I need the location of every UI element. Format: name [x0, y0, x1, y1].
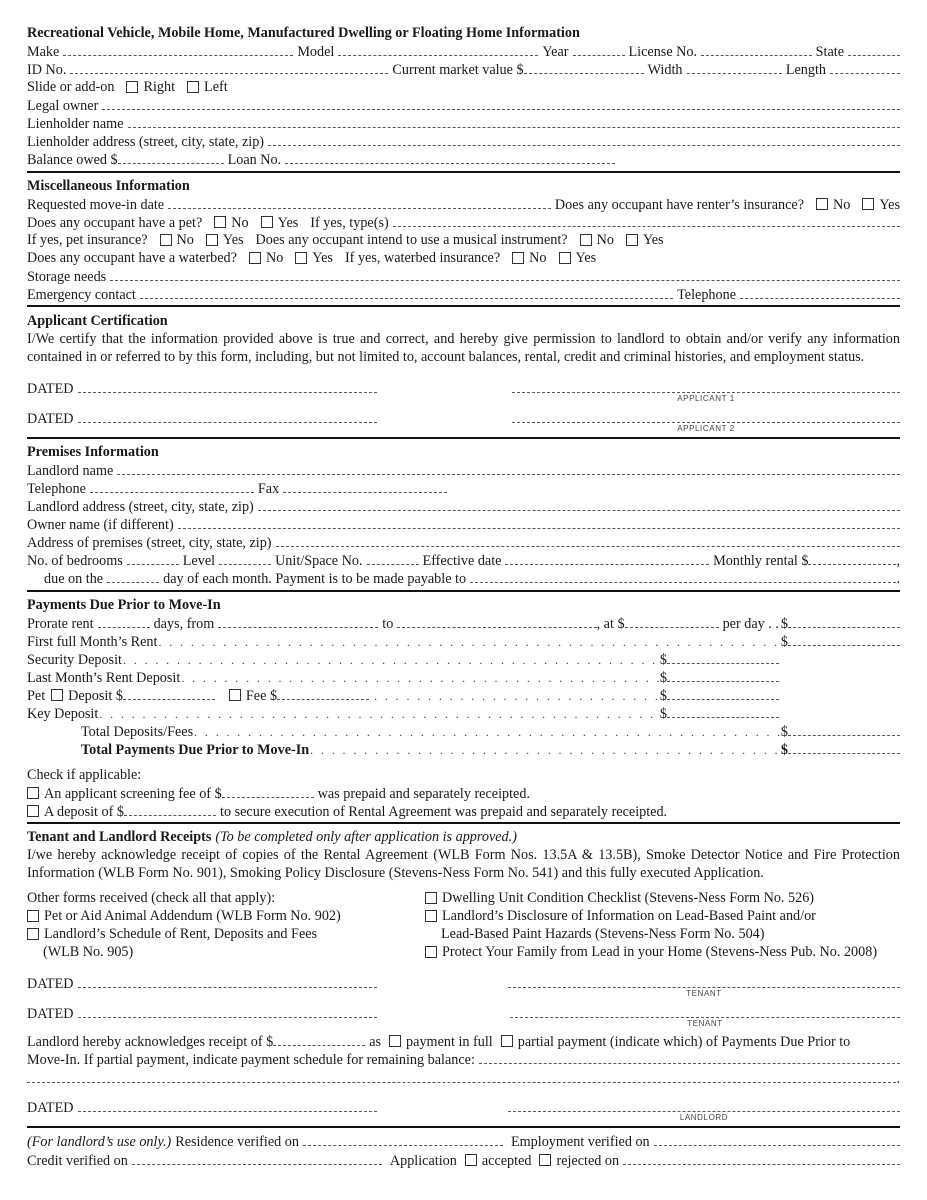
payments-row-security: Security Deposit . . . $ — [27, 650, 779, 668]
misc-row-pet-insurance: If yes, pet insurance? No Yes Does any occupant intend to use a musical instrument? No Yes — [27, 232, 664, 248]
landlord-use-row-2: Credit verified on Application accepted rejected on — [27, 1151, 900, 1169]
prorate-days-field[interactable] — [98, 614, 150, 628]
level-field[interactable] — [219, 551, 271, 565]
premises-row-address: Address of premises (street, city, state, zip) — [27, 533, 900, 551]
payments-title: Payments Due Prior to Move-In — [27, 597, 221, 613]
dot-leader — [99, 705, 659, 723]
pet-addendum-checkbox[interactable] — [27, 910, 39, 922]
lienholder-name-field[interactable] — [128, 114, 900, 128]
tenant2-date-field[interactable] — [78, 1004, 378, 1018]
landlord-use-row-1: (For landlord’s use only.) Residence verified on Employment verified on — [27, 1132, 900, 1150]
total-deposits-field[interactable] — [788, 722, 900, 736]
monthly-rental-field[interactable] — [808, 551, 896, 565]
lienholder-address-field[interactable] — [268, 132, 900, 146]
receipts-text: I/we hereby acknowledge receipt of copies of the Rental Agreement (WLB Form Nos. 13.5A & 13.5B), Smoke Detector Notice and Fire Protection Information (WLB Form No. 901), Smoking Policy Disclosure (Stevens-Ness Form No. 541) and this fully executed Application. — [27, 847, 900, 881]
pet-total-field[interactable] — [667, 686, 779, 700]
renters-insurance-no-checkbox[interactable] — [816, 198, 828, 210]
section-divider — [27, 305, 900, 307]
rv-row-lienholder-name: Lienholder name — [27, 114, 900, 132]
length-field[interactable] — [830, 60, 900, 74]
dot-leader — [181, 669, 659, 687]
emergency-telephone-field[interactable] — [740, 285, 900, 299]
year-field[interactable] — [573, 42, 625, 56]
misc-row-storage: Storage needs — [27, 267, 900, 285]
deposit-row: A deposit of $ to secure execution of Rental Agreement was prepaid and separately receipted. — [27, 802, 900, 820]
payments-row-pet: Pet Deposit $ Fee $ . . . $ — [27, 686, 779, 704]
license-no-field[interactable] — [701, 42, 812, 56]
protect-family-checkbox[interactable] — [425, 946, 437, 958]
payment-schedule-row: Move-In. If partial payment, indicate payment schedule for remaining balance: — [27, 1050, 900, 1068]
check-if-applicable: Check if applicable: — [27, 767, 142, 783]
payment-schedule-row-2: . — [27, 1069, 900, 1087]
landlord-address-field[interactable] — [258, 497, 900, 511]
tenant2-caption: TENANT — [687, 1019, 723, 1028]
section-divider — [27, 437, 900, 439]
section-divider — [27, 822, 900, 824]
cert-dated-row-2: DATED — [27, 409, 377, 427]
landlord-date-field[interactable] — [78, 1098, 378, 1112]
slide-left-checkbox[interactable] — [187, 81, 199, 93]
condition-checklist-checkbox[interactable] — [425, 892, 437, 904]
prorate-from-field[interactable] — [218, 614, 378, 628]
rv-section-title: Recreational Vehicle, Mobile Home, Manufactured Dwelling or Floating Home Information — [27, 25, 580, 41]
payment-in-full-checkbox[interactable] — [389, 1035, 401, 1047]
tenant-dated-row-2: DATED — [27, 1004, 377, 1022]
misc-row-move-in: Requested move-in date Does any occupant have renter’s insurance? No Yes — [27, 197, 900, 213]
model-field[interactable] — [338, 42, 538, 56]
receipts-title-row: Tenant and Landlord Receipts (To be completed only after application is approved.) — [27, 829, 517, 845]
id-no-field[interactable] — [70, 60, 388, 74]
dot-leader — [194, 723, 780, 741]
waterbed-insurance-yes-checkbox[interactable] — [559, 252, 571, 264]
rv-row-lienholder-address: Lienholder address (street, city, state, zip) — [27, 132, 900, 150]
schedule-of-rent-checkbox[interactable] — [27, 928, 39, 940]
application-accepted-checkbox[interactable] — [465, 1154, 477, 1166]
applicant1-signature-field[interactable] — [512, 379, 900, 393]
balance-owed-field[interactable] — [118, 150, 224, 164]
applicant2-caption: APPLICANT 2 — [677, 424, 735, 433]
pet-types-field[interactable] — [393, 213, 900, 227]
lead-disclosure-checkbox[interactable] — [425, 910, 437, 922]
payment-schedule-field[interactable] — [479, 1050, 900, 1064]
premises-row-landlord-address: Landlord address (street, city, state, zip) — [27, 497, 900, 515]
partial-payment-checkbox[interactable] — [501, 1035, 513, 1047]
premises-row-landlord-name: Landlord name — [27, 461, 900, 479]
payments-row-total-payments: Total Payments Due Prior to Move-In . . . $ — [81, 740, 900, 758]
premises-row-owner: Owner name (if different) — [27, 515, 900, 533]
renters-insurance-yes-checkbox[interactable] — [862, 198, 874, 210]
payments-row-total-deposits: Total Deposits/Fees . . . $ — [81, 722, 900, 740]
storage-needs-field[interactable] — [110, 267, 900, 281]
security-deposit-field[interactable] — [667, 650, 779, 664]
dot-leader — [123, 651, 659, 669]
payment-schedule-field-2[interactable] — [27, 1069, 896, 1083]
premises-title: Premises Information — [27, 444, 159, 460]
section-divider — [27, 1126, 900, 1128]
first-month-rent-field[interactable] — [788, 632, 900, 646]
certification-title: Applicant Certification — [27, 313, 168, 329]
landlord-signature-field[interactable] — [508, 1098, 900, 1112]
pet-insurance-yes-checkbox[interactable] — [206, 234, 218, 246]
loan-no-field[interactable] — [285, 150, 615, 164]
applicant2-signature-field[interactable] — [512, 409, 900, 423]
tenant1-signature-field[interactable] — [508, 974, 900, 988]
landlord-received-amount-field[interactable] — [273, 1032, 365, 1046]
width-field[interactable] — [687, 60, 782, 74]
applicant2-date-field[interactable] — [78, 409, 378, 423]
section-divider — [27, 590, 900, 592]
screening-fee-row: An applicant screening fee of $ was prepaid and separately receipted. — [27, 784, 900, 802]
premises-row-due: due on the day of each month. Payment is to be made payable to . — [44, 571, 900, 587]
payable-to-field[interactable] — [470, 569, 896, 583]
prorate-to-field[interactable] — [397, 614, 596, 628]
certification-text: I/We certify that the information provided above is true and correct, and hereby give permission to landlord to obtain and/or verify any information contained in or referred to by this form, including, but not limited to, account balances, rental, credit and criminal histories, and employment status. — [27, 331, 900, 365]
make-field[interactable] — [63, 42, 293, 56]
pet-deposit-checkbox[interactable] — [51, 689, 63, 701]
misc-section-title: Miscellaneous Information — [27, 178, 190, 194]
bedrooms-field[interactable] — [127, 551, 179, 565]
applicant1-date-field[interactable] — [78, 379, 378, 393]
pet-insurance-no-checkbox[interactable] — [160, 234, 172, 246]
cert-dated-row-1: DATED — [27, 379, 377, 397]
waterbed-no-checkbox[interactable] — [249, 252, 261, 264]
pet-no-checkbox[interactable] — [214, 216, 226, 228]
pet-fee-field[interactable] — [277, 686, 369, 700]
last-month-deposit-field[interactable] — [667, 668, 779, 682]
dot-leader — [158, 633, 779, 651]
other-forms-left: Other forms received (check all that apply): Pet or Aid Animal Addendum (WLB Form No. 902) Landlord’s Schedule of Rent, Deposits and Fees (WLB No. 905) — [27, 890, 341, 960]
applicant1-caption: APPLICANT 1 — [677, 394, 735, 403]
screening-fee-field[interactable] — [222, 784, 314, 798]
screening-fee-checkbox[interactable] — [27, 787, 39, 799]
due-day-field[interactable] — [107, 569, 159, 583]
rv-row-id: ID No. Current market value $ Width Length — [27, 60, 900, 78]
payments-row-prorate: Prorate rent days, from to , at $ per day . . $ — [27, 614, 900, 632]
market-value-field[interactable] — [524, 60, 644, 74]
tenant2-signature-field[interactable] — [510, 1004, 900, 1018]
landlord-ack-row: Landlord hereby acknowledges receipt of $ as payment in full partial payment (indicate which) of Payments Due Prior to — [27, 1034, 851, 1050]
rv-row-legal-owner: Legal owner — [27, 96, 900, 114]
application-rejected-checkbox[interactable] — [539, 1154, 551, 1166]
section-divider — [27, 171, 900, 173]
owner-name-field[interactable] — [178, 515, 900, 529]
premises-row-bedrooms: No. of bedrooms Level Unit/Space No. Effective date Monthly rental $ , — [27, 553, 900, 569]
residence-verified-field[interactable] — [303, 1132, 503, 1146]
payments-row-first-month: First full Month’s Rent . . . $ — [27, 632, 900, 650]
payments-row-last-month: Last Month’s Rent Deposit . . . $ — [27, 668, 779, 686]
landlord-fax-field[interactable] — [283, 479, 447, 493]
tenant1-date-field[interactable] — [78, 974, 378, 988]
legal-owner-field[interactable] — [102, 96, 900, 110]
pet-deposit-field[interactable] — [123, 686, 215, 700]
waterbed-insurance-no-checkbox[interactable] — [512, 252, 524, 264]
misc-row-waterbed: Does any occupant have a waterbed? No Yes If yes, waterbed insurance? No Yes — [27, 250, 597, 266]
instrument-yes-checkbox[interactable] — [626, 234, 638, 246]
landlord-caption: LANDLORD — [679, 1113, 729, 1122]
per-day-rate-field[interactable] — [625, 614, 719, 628]
tenant1-caption: TENANT — [686, 989, 722, 998]
waterbed-yes-checkbox[interactable] — [295, 252, 307, 264]
pet-yes-checkbox[interactable] — [261, 216, 273, 228]
state-field[interactable] — [848, 42, 900, 56]
effective-date-field[interactable] — [505, 551, 709, 565]
deposit-amount-field[interactable] — [124, 802, 216, 816]
deposit-checkbox[interactable] — [27, 805, 39, 817]
rv-row-make: Make Model Year License No. State — [27, 42, 900, 60]
premises-address-field[interactable] — [276, 533, 900, 547]
key-deposit-field[interactable] — [667, 704, 779, 718]
rv-row-balance: Balance owed $ Loan No. — [27, 150, 900, 168]
premises-row-phone: Telephone Fax — [27, 479, 900, 497]
credit-verified-field[interactable] — [132, 1151, 382, 1165]
unit-no-field[interactable] — [367, 551, 419, 565]
misc-row-pet: Does any occupant have a pet? No Yes If yes, type(s) — [27, 213, 900, 231]
total-payments-field[interactable] — [788, 740, 900, 754]
dot-leader — [374, 687, 659, 705]
tenant-dated-row-1: DATED — [27, 974, 377, 992]
landlord-telephone-field[interactable] — [90, 479, 254, 493]
landlord-name-field[interactable] — [117, 461, 900, 475]
rejected-on-field[interactable] — [623, 1151, 900, 1165]
payments-row-key: Key Deposit . . . $ — [27, 704, 779, 722]
employment-verified-field[interactable] — [654, 1132, 900, 1146]
instrument-no-checkbox[interactable] — [580, 234, 592, 246]
landlord-dated-row: DATED — [27, 1098, 377, 1116]
dot-leader — [310, 741, 780, 759]
rv-row-slide: Slide or add-on Right Left — [27, 79, 228, 95]
slide-right-checkbox[interactable] — [126, 81, 138, 93]
pet-fee-checkbox[interactable] — [229, 689, 241, 701]
prorate-total-field[interactable] — [788, 614, 900, 628]
misc-row-emergency: Emergency contact Telephone — [27, 285, 900, 303]
other-forms-right: Dwelling Unit Condition Checklist (Stevens-Ness Form No. 526) Landlord’s Disclosure of Information on Lead-Based Paint and/or Lead-Based Paint Hazards (Stevens-Ness Form No. 504) Protect Your Family from Lead in your Home (Stevens-Ness Pub. No. 2008) — [425, 889, 905, 961]
move-in-date-field[interactable] — [168, 195, 551, 209]
emergency-contact-field[interactable] — [140, 285, 673, 299]
